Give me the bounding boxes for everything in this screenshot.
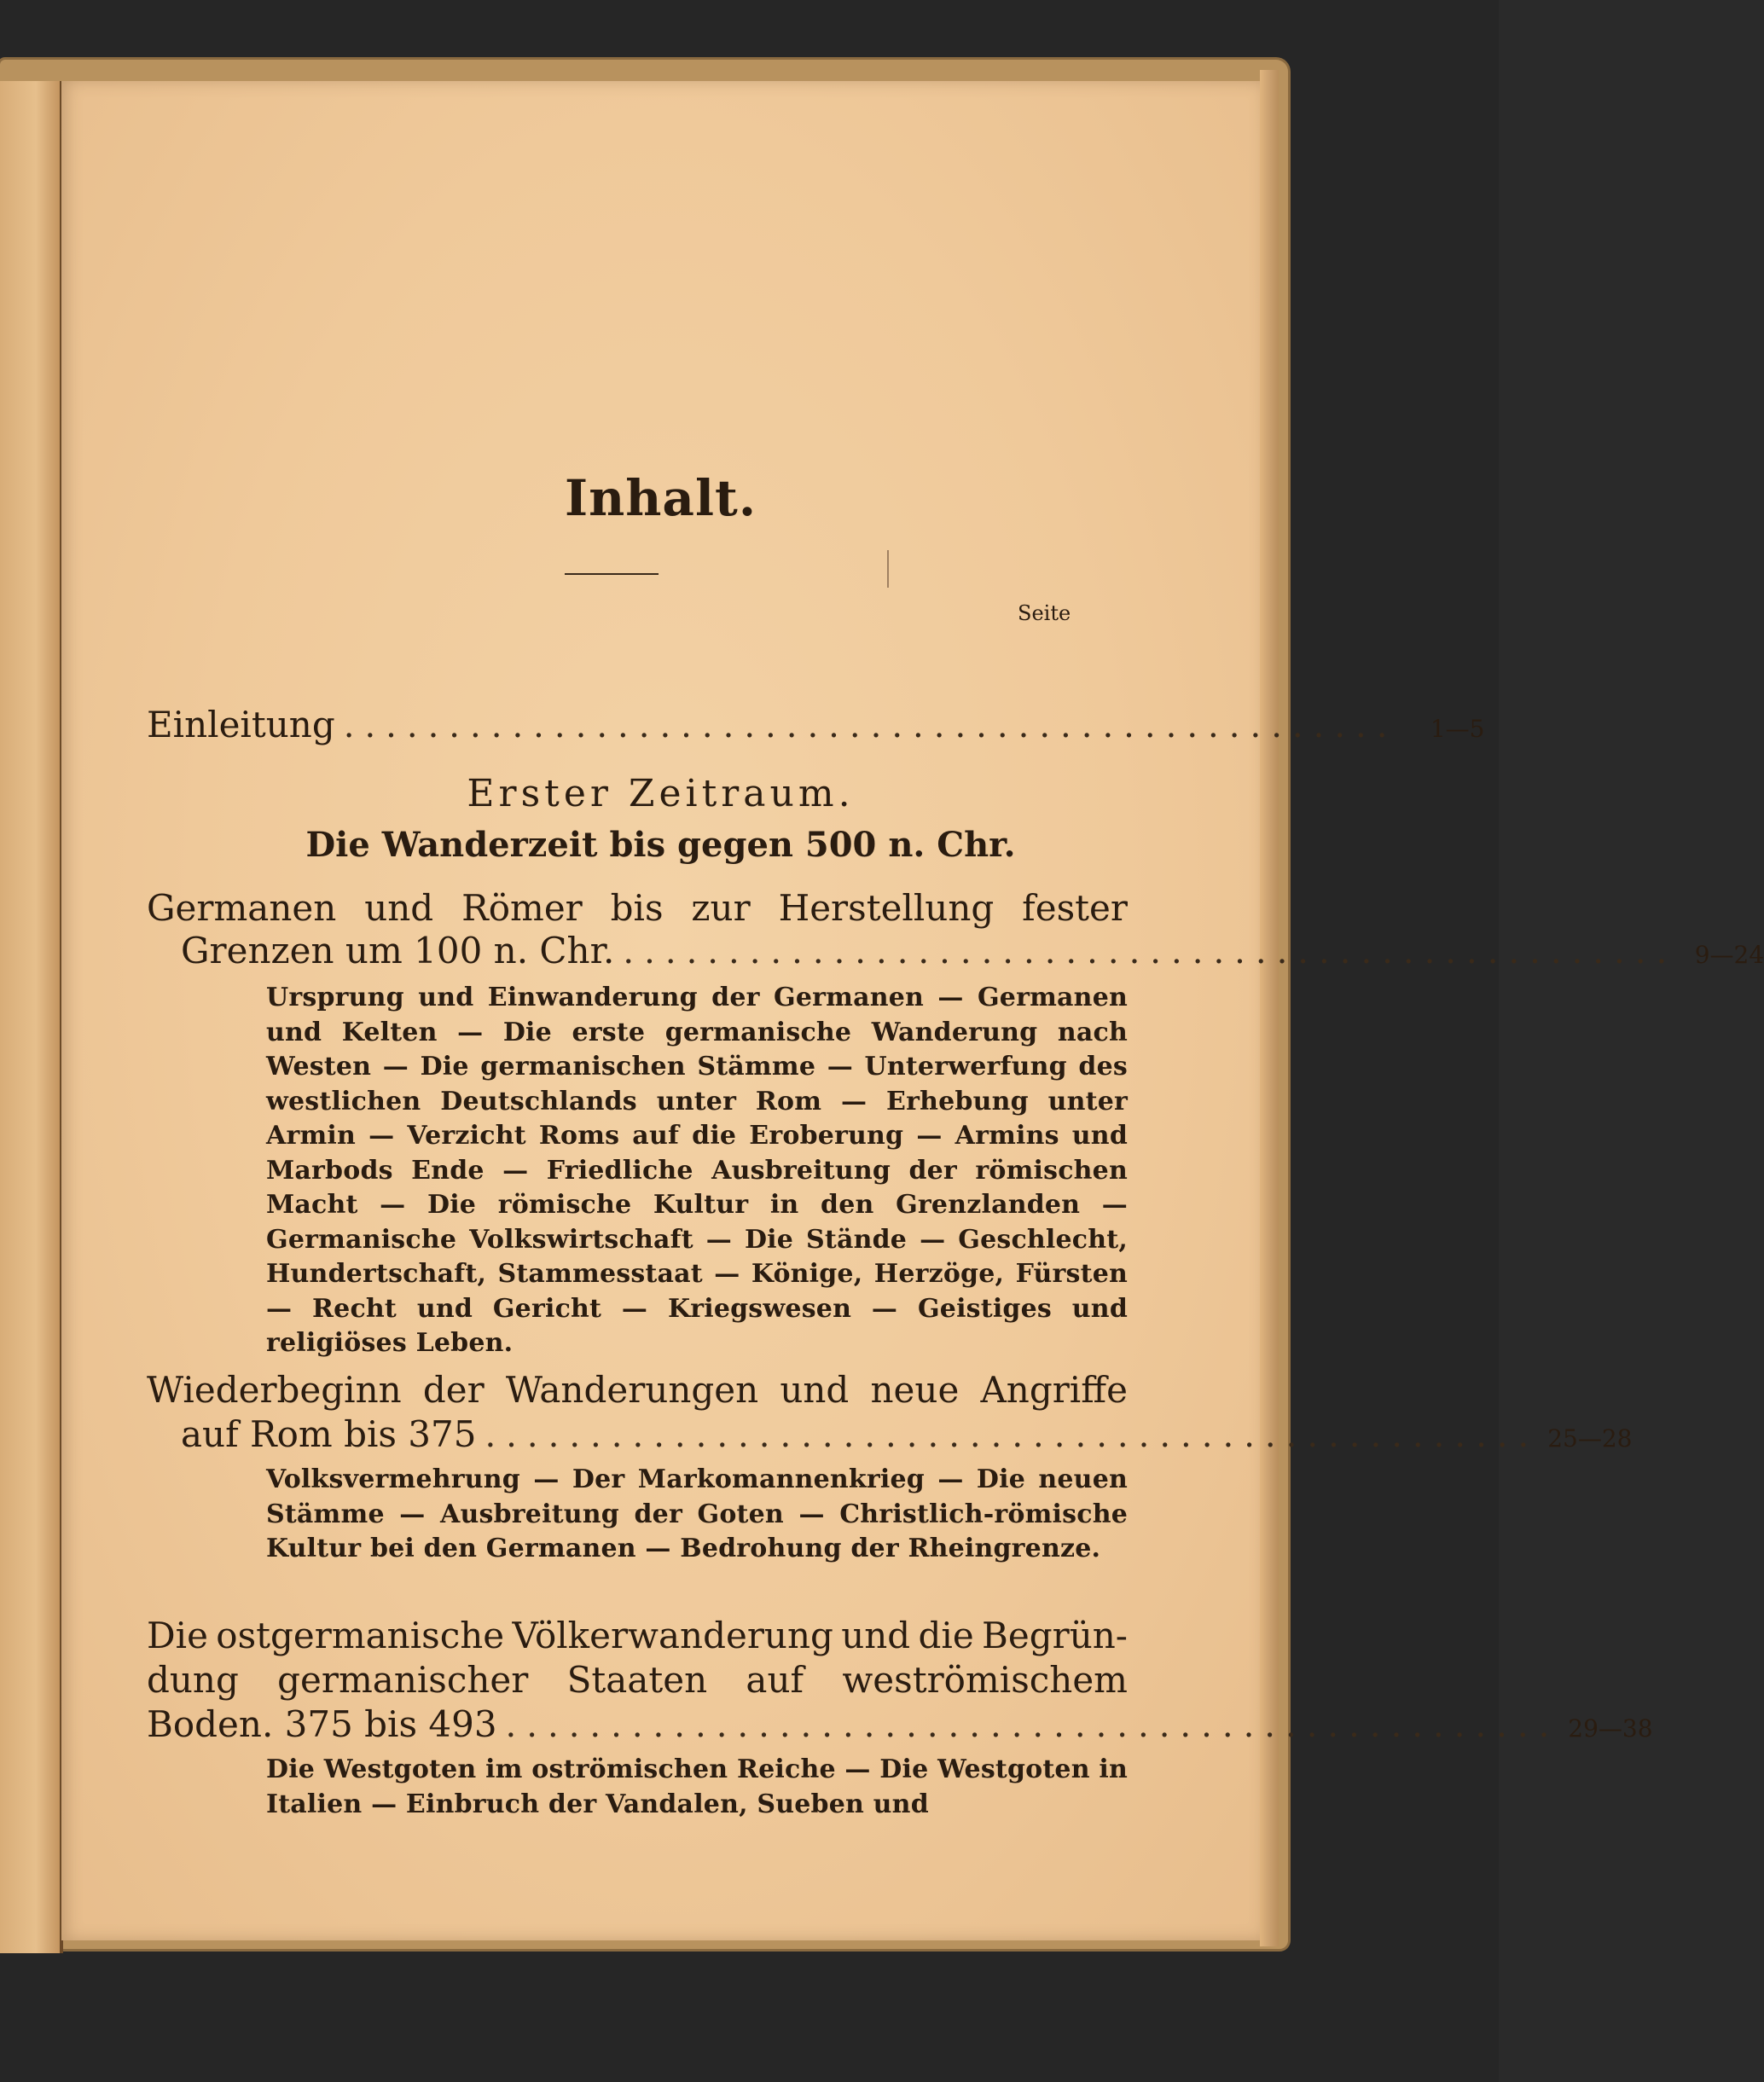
heading-word: Römer [461, 887, 583, 929]
heading-word: Staaten [566, 1659, 708, 1701]
toc-entry-pages: 9—24 [1694, 941, 1764, 969]
leader-dots: .................................................. [485, 1416, 1540, 1455]
section-heading-line [147, 1369, 1128, 1411]
heading-word: Angriffe [980, 1369, 1128, 1411]
toc-entry-label: Einleitung [147, 704, 335, 745]
toc-entry-einleitung [147, 704, 1485, 745]
heading-word: die [918, 1615, 974, 1656]
heading-word: weströmischem [842, 1659, 1128, 1701]
heading-word: neue [870, 1369, 960, 1411]
heading-word: zur [691, 887, 751, 929]
leader-dots: .................................................. [343, 706, 1398, 745]
heading-word: ostgermanische [216, 1615, 505, 1656]
toc-entry-section-3 [147, 1703, 1653, 1745]
toc-entry-label: Grenzen um 100 n. Chr. [181, 930, 615, 971]
heading-word: und [780, 1369, 850, 1411]
heading-word: Wanderungen [505, 1369, 759, 1411]
period-heading: Erster Zeitraum. [467, 772, 855, 815]
heading-word: Wiederbeginn [147, 1369, 402, 1411]
table-of-contents [61, 81, 1764, 1940]
section-heading-line [147, 1659, 1128, 1701]
heading-word: Herstellung [778, 887, 995, 929]
heading-word: Die [147, 1615, 208, 1656]
title-divider [565, 573, 659, 575]
page-stack-edge [1260, 70, 1279, 1946]
paper-mark [887, 550, 889, 588]
left-page-edge [0, 81, 63, 1953]
heading-word: Begrün- [982, 1615, 1128, 1656]
page-title: Inhalt. [564, 469, 757, 527]
section-summary: Die Westgoten im oströmischen Reiche — Die Westgoten in Italien — Einbruch der Vandalen, Sueben und [266, 1754, 1128, 1819]
page-column-label: Seite [1018, 601, 1071, 625]
toc-entry-label: auf Rom bis 375 [181, 1413, 477, 1455]
section-summary: Ursprung und Einwanderung der Germanen — Germanen und Kelten — Die erste germanische Wanderung nach Westen — Die germanischen Stämme — Unterwerfung des westlichen Deutschlands unter Rom — Erhebung unter Armin — Verzicht Roms auf die Eroberung — Armins und Marbods Ende — Friedliche Ausbreitung der römischen Macht — Die römische Kultur in den Grenzlanden — Germanische Volkswirtschaft — Die Stände — Geschlecht, Hundertschaft, Stammesstaat — Könige, Herzöge, Fürsten — Recht und Gericht — Kriegswesen — Geistiges und religiöses Leben. [266, 983, 1128, 1358]
toc-entry-pages: 29—38 [1568, 1714, 1653, 1743]
toc-entry-section-2 [181, 1413, 1633, 1455]
section-heading-line [147, 1615, 1128, 1656]
leader-dots: .................................................. [505, 1706, 1560, 1745]
heading-word: fester [1022, 887, 1128, 929]
heading-word: und [841, 1615, 911, 1656]
toc-entry-section-1 [181, 930, 1764, 971]
heading-word: Germanen [147, 887, 337, 929]
toc-entry-label: Boden. 375 bis 493 [147, 1703, 497, 1745]
heading-word: der [422, 1369, 485, 1411]
heading-word: auf [746, 1659, 804, 1701]
section-summary: Volksvermehrung — Der Markomannenkrieg — Die neuen Stämme — Ausbreitung der Goten — Christlich-römische Kultur bei den Germanen — Bedrohung der Rheingrenze. [266, 1464, 1128, 1563]
period-subheading: Die Wanderzeit bis gegen 500 n. Chr. [305, 825, 1016, 865]
toc-entry-pages: 1—5 [1430, 715, 1485, 743]
heading-word: bis [610, 887, 664, 929]
toc-entry-pages: 25—28 [1547, 1424, 1633, 1453]
heading-word: Völkerwanderung [512, 1615, 833, 1656]
book-page [61, 81, 1764, 1940]
heading-word: germanischer [277, 1659, 529, 1701]
section-heading-line [147, 887, 1128, 929]
leader-dots: .................................................. [623, 932, 1678, 971]
heading-word: dung [147, 1659, 239, 1701]
heading-word: und [364, 887, 434, 929]
